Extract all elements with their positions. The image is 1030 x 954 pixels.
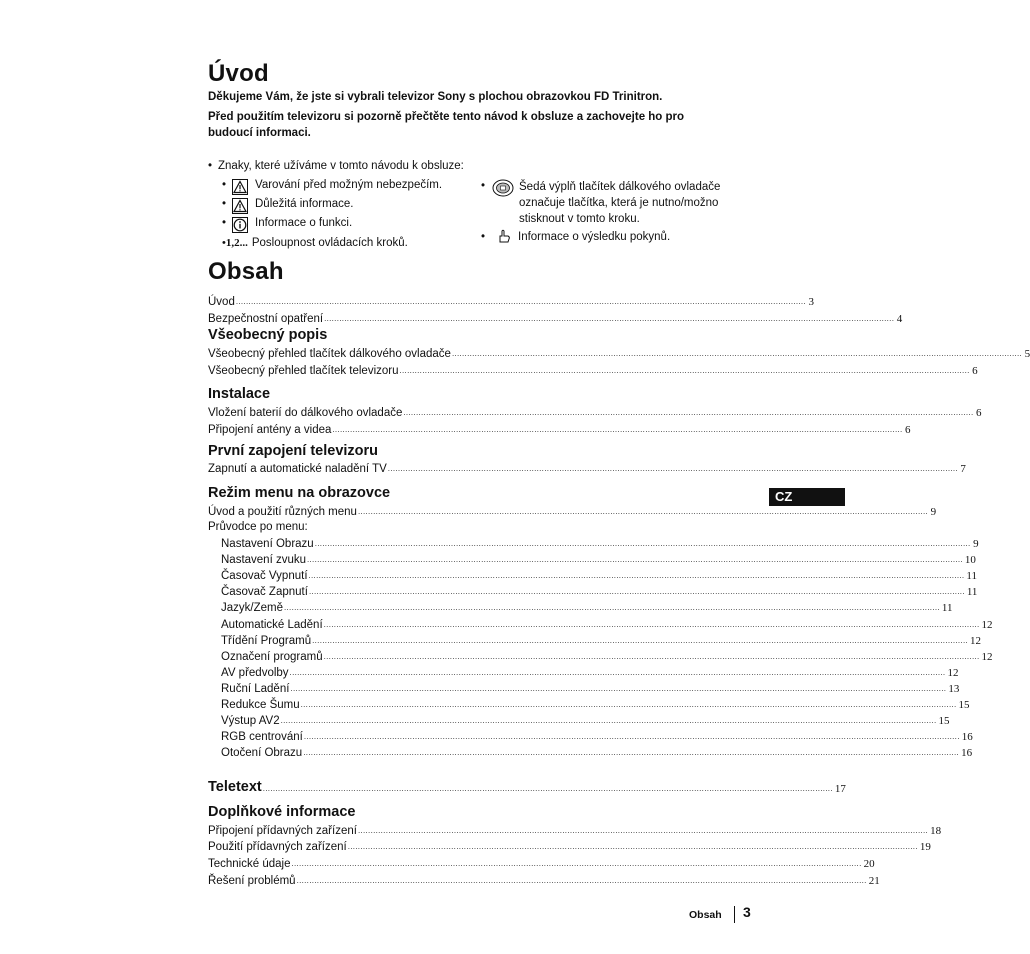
toc-subentry: Nastavení zvuku .................................................................................................................................................................................................................................................................... 10 <box>221 554 976 566</box>
symbols-intro: • Znaky, které užíváme v tomto návodu k obsluze: <box>208 160 464 172</box>
toc-subentry: Časovač Zapnutí .................................................................................................................................................................................................................................................................... 11 <box>221 586 978 598</box>
toc-entry: Všeobecný přehled tlačítek dálkového ovladače .................................................................................................................................................................................................................................. 5 <box>208 348 1030 360</box>
toc-entry: Řešení problémů .................................................................................................................................................................................................................................. 21 <box>208 875 880 887</box>
symbol-row-hand: • Informace o výsledku pokynů. <box>481 230 491 244</box>
toc-entry: Vložení baterií do dálkového ovladače .................................................................................................................................................................................................................................. 6 <box>208 407 982 419</box>
toc-subentry: Třídění Programů .................................................................................................................................................................................................................................................................... 12 <box>221 635 982 647</box>
symbol-row-caution: • Důležitá informace. <box>222 198 353 214</box>
language-tab: CZ <box>769 488 845 506</box>
caution-triangle-icon <box>232 198 248 214</box>
symbol-row-info: • Informace o funkci. <box>222 217 352 233</box>
section-heading: Režim menu na obrazovce <box>208 485 391 501</box>
section-heading: První zapojení televizoru <box>208 443 379 459</box>
toc-entry: Připojení přídavných zařízení .................................................................................................................................................................................................................................. 18 <box>208 825 942 837</box>
steps-marker: •1,2... <box>222 237 248 249</box>
toc-subentry: Otočení Obrazu .................................................................................................................................................................................................................................................................... 16 <box>221 747 973 759</box>
remote-desc-line1: Šedá výplň tlačítek dálkového ovladače <box>519 181 721 193</box>
toc-subentry: RGB centrování .................................................................................................................................................................................................................................................................... 16 <box>221 731 973 743</box>
toc-entry: Připojení antény a videa .................................................................................................................................................................................................................................. 6 <box>208 424 911 436</box>
remote-desc-line2: označuje tlačítka, která je nutno/možno <box>519 197 719 209</box>
toc-entry: Technické údaje .................................................................................................................................................................................................................................. 20 <box>208 858 875 870</box>
toc-subentry: Ruční Ladění .................................................................................................................................................................................................................................................................... 13 <box>221 683 960 695</box>
symbol-warning-text: Varování před možným nebezpečím. <box>255 179 443 191</box>
remote-desc-line3: stisknout v tomto kroku. <box>519 213 640 225</box>
toc-entry: Teletext .................................................................................................................................................................................................................................. 17 <box>208 779 846 795</box>
intro-thanks: Děkujeme Vám, že jste si vybrali televizor Sony s plochou obrazovkou FD Trinitron. <box>208 91 663 103</box>
toc-entry: Bezpečnostní opatření .................................................................................................................................................................................................................................. 4 <box>208 313 903 325</box>
symbol-row-steps <box>222 237 408 249</box>
symbol-steps-text: Posloupnost ovládacích kroků. <box>251 237 408 249</box>
contents-title: Obsah <box>208 258 284 285</box>
toc-subentry: Jazyk/Země .................................................................................................................................................................................................................................................................... 11 <box>221 602 953 614</box>
toc-entry: Úvod a použití různých menu .................................................................................................................................................................................................................................. 9 <box>208 506 937 518</box>
toc-entry: Úvod .................................................................................................................................................................................................................................. 3 <box>208 296 814 308</box>
symbol-caution-text: Důležitá informace. <box>255 198 354 210</box>
toc-subentry: Časovač Vypnutí .................................................................................................................................................................................................................................................................... 11 <box>221 570 977 582</box>
symbol-row-warning: • Varování před možným nebezpečím. <box>222 179 442 195</box>
toc-subentry: Redukce Šumu .................................................................................................................................................................................................................................................................... 15 <box>221 699 970 711</box>
toc-subentry: AV předvolby .................................................................................................................................................................................................................................................................... 12 <box>221 667 959 679</box>
toc-subentry: Výstup AV2 .................................................................................................................................................................................................................................................................... 15 <box>221 715 950 727</box>
symbols-intro-text: Znaky, které užíváme v tomto návodu k obsluze: <box>218 160 464 172</box>
footer-section-label: Obsah <box>689 909 722 921</box>
toc-entry: Použití přídavných zařízení .................................................................................................................................................................................................................................. 19 <box>208 841 931 853</box>
toc-entry: Zapnutí a automatické naladění TV .................................................................................................................................................................................................................................. 7 <box>208 463 966 475</box>
symbol-row-remote: • Šedá výplň tlačítek dálkového ovladače označuje tlačítka, která je nutno/možno stisknout v tomto kroku. <box>481 180 721 225</box>
toc-subentry: Označení programů .................................................................................................................................................................................................................................................................... 12 <box>221 651 993 663</box>
toc-entry: Všeobecný přehled tlačítek televizoru .................................................................................................................................................................................................................................. 6 <box>208 365 978 377</box>
page-number: 3 <box>743 904 751 920</box>
section-heading: Všeobecný popis <box>208 327 328 343</box>
toc-subentry: Nastavení Obrazu .................................................................................................................................................................................................................................................................... 9 <box>221 538 979 550</box>
intro-read-line2: budoucí informaci. <box>208 127 311 139</box>
intro-title: Úvod <box>208 60 269 87</box>
symbol-info-text: Informace o funkci. <box>255 217 353 229</box>
warning-triangle-icon <box>232 179 248 195</box>
hand-icon <box>496 228 512 244</box>
info-icon <box>232 217 248 233</box>
section-heading: Doplňkové informace <box>208 804 356 820</box>
toc-subentry: Automatické Ladění .................................................................................................................................................................................................................................................................... 12 <box>221 619 993 631</box>
menu-guide-label: Průvodce po menu: <box>208 521 308 533</box>
remote-button-icon <box>492 179 514 197</box>
section-heading: Teletext <box>208 779 262 795</box>
intro-read-line1: Před použitím televizoru si pozorně přečtěte tento návod k obsluze a zachovejte ho pro <box>208 111 685 123</box>
section-heading: Instalace <box>208 386 271 402</box>
footer-divider <box>734 906 735 923</box>
hand-desc: Informace o výsledku pokynů. <box>518 231 671 243</box>
